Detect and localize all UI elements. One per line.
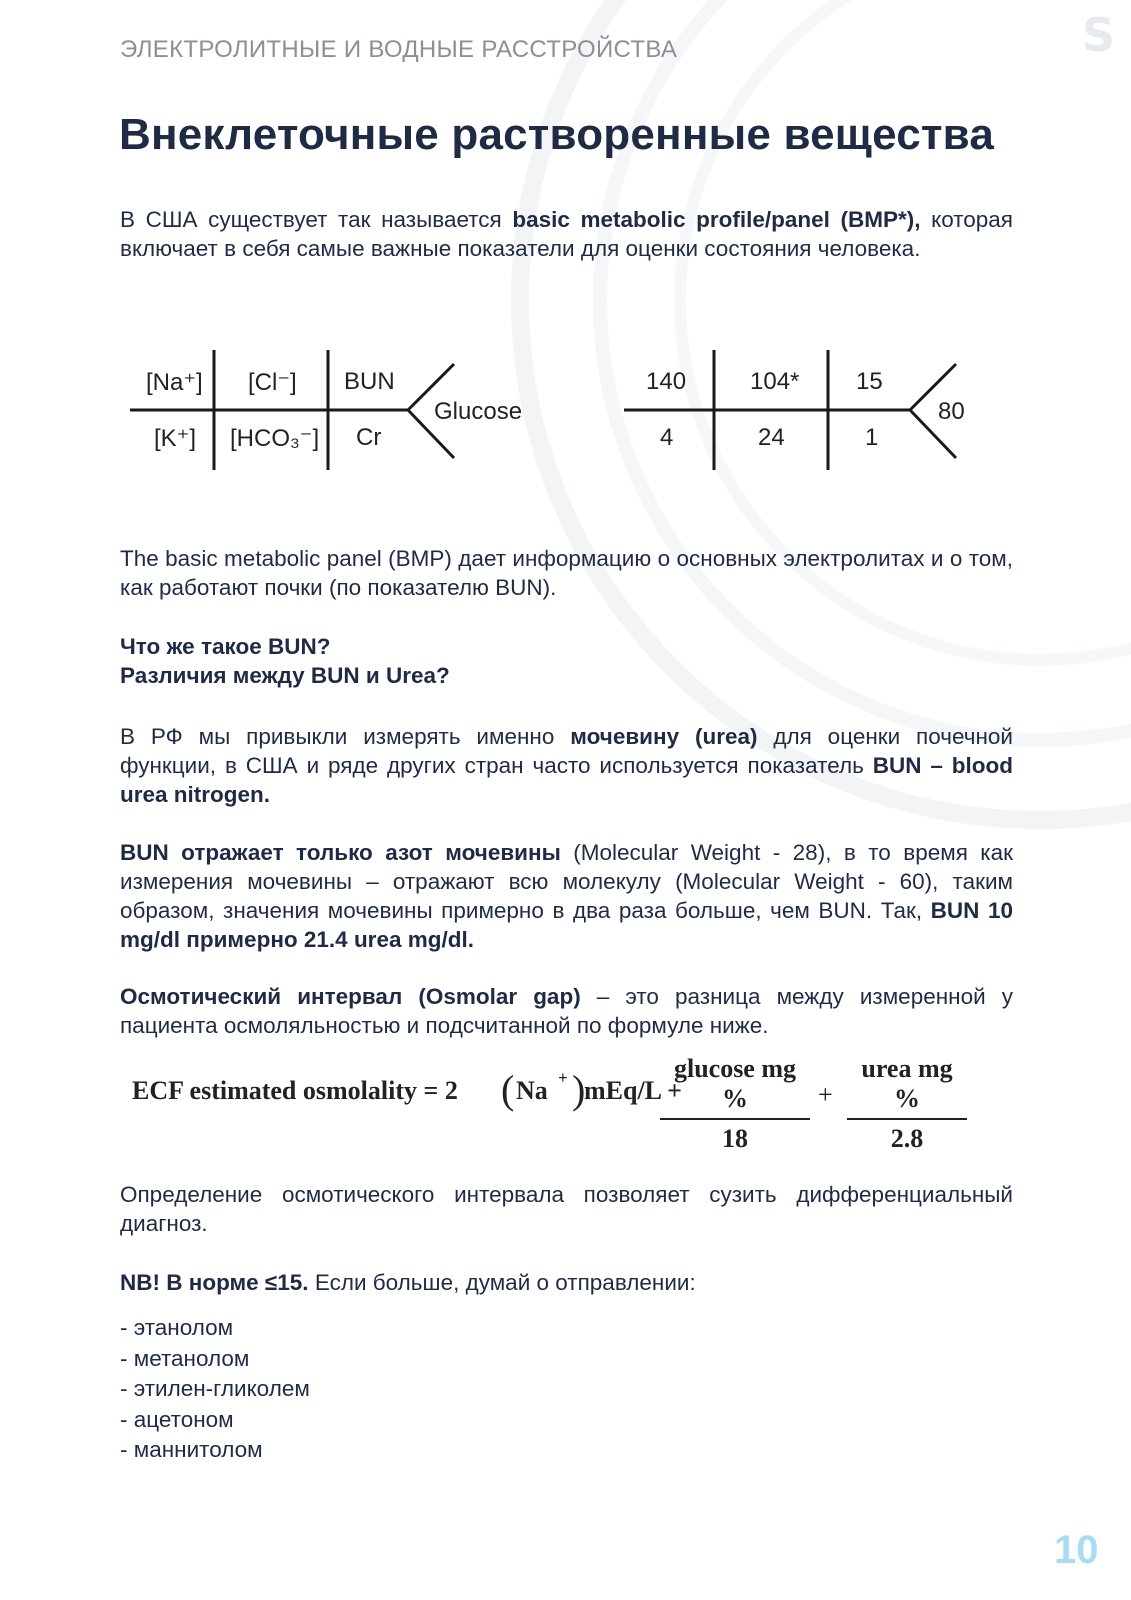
page-number: 10 <box>1054 1528 1099 1572</box>
bmp-label-bun: BUN <box>344 368 395 395</box>
formula-ion-charge: + <box>558 1068 568 1087</box>
questions-block <box>120 632 1013 690</box>
poisons-list <box>120 1313 310 1466</box>
bun-text-1: (Molecular Weight - 28), в то время как измерения мочевины – отражают всю молекулу (Molecular Weight - 60), таким образом, значения мочевины примерно в два раза больше, чем BUN. Так, <box>120 840 1013 923</box>
page-title: Внеклеточные растворенные вещества <box>119 110 994 159</box>
urea-bold-2: BUN – blood urea nitrogen. <box>120 753 1013 807</box>
formula-fraction-glucose <box>660 1054 810 1154</box>
bmp-value-bun: 15 <box>856 368 883 395</box>
bmp-description: The basic metabolic panel (BMP) дает информацию о основных электролитах и о том, как работают почки (по показателю BUN). <box>120 546 1013 600</box>
urea-text-2: для оценки почечной функции, в США и ряде других стран часто используется показатель <box>120 724 1013 778</box>
bmp-label-glucose: Glucose <box>434 398 523 425</box>
bmp-value-cr: 1 <box>865 424 879 451</box>
bmp-value-hco3: 24 <box>758 424 785 451</box>
fraction-glucose-numerator: glucose mg % <box>660 1054 810 1120</box>
bun-bold-1: BUN отражает только азот мочевины <box>120 840 561 865</box>
bmp-label-cr: Cr <box>356 424 382 451</box>
formula-ion: Na <box>516 1076 548 1105</box>
bmp-label-k: [K⁺] <box>154 425 197 452</box>
formula-fraction-urea <box>847 1054 967 1154</box>
fraction-glucose-denominator: 18 <box>722 1124 748 1153</box>
differential-paragraph: Определение осмотического интервала позволяет сузить дифференциальный диагноз. <box>120 1182 1013 1236</box>
fraction-urea-numerator: urea mg % <box>847 1054 967 1120</box>
osmo-bold: Осмотический интервал (Osmolar gap) <box>120 984 581 1009</box>
formula-plus: + <box>818 1080 833 1109</box>
question-1: Что же такое BUN? <box>120 634 331 659</box>
intro-text-2: которая включает в себя самые важные показатели для оценки состояния человека. <box>120 207 1013 261</box>
bmp-label-cl: [Cl⁻] <box>248 369 297 396</box>
bun-bold-2: BUN 10 mg/dl примерно 21.4 urea mg/dl. <box>120 898 1013 952</box>
formula-lhs: ECF estimated osmolality = 2 <box>132 1076 458 1105</box>
intro-bold: basic metabolic profile/panel (BMP*), <box>512 207 921 232</box>
urea-text-1: В РФ мы привыкли измерять именно <box>120 724 571 749</box>
bmp-label-na: [Na⁺] <box>146 369 203 396</box>
bmp-value-na: 140 <box>646 368 687 395</box>
list-item: - метанолом <box>120 1345 250 1371</box>
formula-paren-close: ) <box>572 1067 586 1112</box>
intro-text-1: В США существует так называется <box>120 207 513 232</box>
formula-unit: mEq/L + <box>584 1076 682 1105</box>
osmolar-gap-paragraph <box>120 982 1013 1040</box>
bun-paragraph <box>120 838 1013 954</box>
list-item: - маннитолом <box>120 1437 263 1462</box>
urea-paragraph <box>120 722 1013 809</box>
brand-logo: S <box>1082 8 1116 62</box>
bmp-diagram-labels <box>128 350 528 475</box>
nb-bold: NB! В норме ≤15. <box>120 1270 309 1295</box>
urea-bold-1: мочевину (urea) <box>570 724 758 749</box>
fraction-urea-denominator: 2.8 <box>890 1124 924 1153</box>
list-item: - этилен-гликолем <box>120 1376 310 1401</box>
question-2: Различия между BUN и Urea? <box>120 663 450 688</box>
intro-paragraph <box>120 205 1013 263</box>
list-item: - ацетоном <box>120 1406 234 1432</box>
formula-paren-open: ( <box>501 1067 515 1112</box>
section-title: ЭЛЕКТРОЛИТНЫЕ И ВОДНЫЕ РАССТРОЙСТВА <box>120 36 678 63</box>
nb-line <box>120 1268 1013 1297</box>
nb-text: Если больше, думай о отправлении: <box>308 1270 696 1295</box>
bmp-value-cl: 104* <box>750 368 800 395</box>
bmp-label-hco3: [HCO₃⁻] <box>230 425 320 452</box>
bmp-value-glucose: 80 <box>938 398 965 425</box>
bmp-diagram-values <box>622 350 965 475</box>
bmp-value-k: 4 <box>660 424 674 451</box>
osmo-text: – это разница между измеренной у пациента осмоляльностью и подсчитанной по формуле ниже. <box>120 984 1013 1038</box>
list-item: - этанолом <box>120 1315 234 1340</box>
